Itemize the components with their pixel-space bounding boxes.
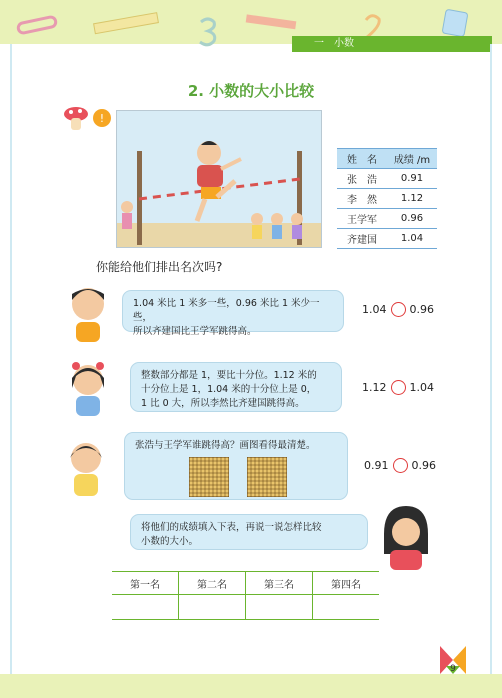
paperclip-icon [16,12,58,38]
compare-right-value: 0.96 [411,459,436,472]
girl-with-ponytail-avatar-icon [62,436,110,496]
rank-third-header: 第三名 [246,572,313,595]
rank-first-header: 第一名 [112,572,179,595]
table-row [337,229,437,249]
boy-avatar-icon [64,284,112,342]
score-table-header [337,149,437,169]
high-jump-illustration [116,110,322,248]
compare-left-value: 1.12 [362,381,387,394]
numeral-three-icon [196,16,220,48]
bubble-line: 十分位上是 1，1.04 米的十分位上是 0， [141,384,317,395]
teacher-avatar-icon [378,504,434,570]
girl-avatar-icon [64,358,112,416]
answer-circle[interactable] [391,302,406,317]
compare-1 [362,302,434,317]
right-border [490,44,492,674]
rank-second-header: 第二名 [179,572,246,595]
student-score: 0.91 [387,169,437,189]
svg-text:!: ! [99,112,105,125]
compare-left-value: 0.91 [364,459,389,472]
bubble-line: 1 比 0 大，所以李然比齐建国跳得高。 [141,398,305,409]
bubble-line: 小数的大小。 [141,536,199,547]
bottom-decor-band [0,674,502,698]
compare-2 [362,380,434,395]
answer-circle[interactable] [391,380,406,395]
compare-right-value: 0.96 [409,303,434,316]
compare-right-value: 1.04 [409,381,434,394]
speech-bubble-3 [124,432,348,500]
table-row [337,169,437,189]
ranking-answer-row [112,595,379,620]
student-score: 1.12 [387,189,437,209]
hundred-grid-0-96 [247,457,287,497]
rank-first-cell[interactable] [112,595,179,620]
rank-third-cell[interactable] [246,595,313,620]
student-name: 齐建国 [337,229,387,249]
section-label: 一 小数 [314,38,354,49]
rank-second-cell[interactable] [179,595,246,620]
student-score: 0.96 [387,209,437,229]
speech-bubble-1 [122,290,344,337]
answer-circle[interactable] [393,458,408,473]
speech-bubble-4 [130,514,368,550]
page-number: 9 [450,664,456,674]
mushroom-mascot-icon [62,104,114,134]
rank-fourth-header: 第四名 [313,572,380,595]
header-score: 成绩 /m [387,149,437,169]
speech-bubble-2 [130,362,342,412]
table-row [337,189,437,209]
student-name: 李 然 [337,189,387,209]
score-table [337,148,437,249]
rank-fourth-cell[interactable] [313,595,380,620]
question-text: 你能给他们排出名次吗? [96,260,223,274]
bubble-line: 张浩与王学军谁跳得高？画图看得最清楚。 [135,440,316,451]
ruler-icon [92,10,162,38]
ranking-header-row [112,572,379,595]
bubble-line: 整数部分都是 1，要比十分位。1.12 米的 [141,370,317,381]
calculator-icon [440,8,470,38]
page-title: 2. 小数的大小比较 [187,82,315,100]
student-score: 1.04 [387,229,437,249]
bubble-line: 所以齐建国比王学军跳得高。 [133,326,257,337]
student-name: 张 浩 [337,169,387,189]
compare-3 [364,458,436,473]
header-name: 姓 名 [337,149,387,169]
section-tab [292,36,492,52]
ranking-table [112,571,379,620]
bubble-line: 将他们的成绩填入下表，再说一说怎样比较 [141,522,322,533]
pencil-icon [242,10,302,34]
left-border [10,44,12,674]
table-row [337,209,437,229]
hundred-grid-0-91 [189,457,229,497]
bubble-line: 1.04 米比 1 米多一些，0.96 米比 1 米少一些， [133,298,320,323]
student-name: 王学军 [337,209,387,229]
compare-left-value: 1.04 [362,303,387,316]
